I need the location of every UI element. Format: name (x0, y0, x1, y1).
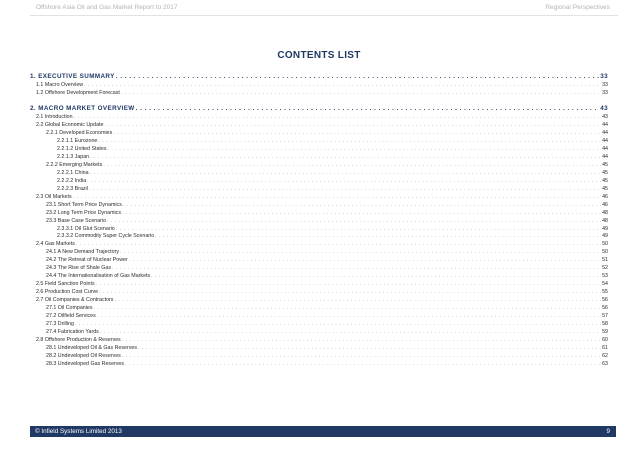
toc-entry-label: 27.1 Oil Companies (46, 305, 93, 312)
dot-leader (96, 281, 601, 289)
toc-entry-page: 63 (602, 360, 608, 367)
toc-entry[interactable] (30, 281, 608, 289)
page-header (0, 0, 638, 22)
toc-entry-label: 2.3.3.2 Commodity Super Cycle Scenario (57, 233, 155, 240)
toc-entry-label: 1.1 Macro Overview (36, 82, 84, 88)
toc-entry-label: 24.4 The Internationalisation of Gas Markets (46, 273, 151, 280)
toc-entry-page: 60 (602, 337, 608, 344)
toc-entry[interactable] (30, 313, 608, 321)
toc-entry-page: 33 (600, 73, 608, 80)
toc-entry[interactable] (30, 202, 608, 210)
toc-entry-page: 45 (602, 169, 608, 176)
toc-entry-label: 23.1 Short Term Price Dynamics (46, 201, 122, 208)
dot-leader (136, 104, 600, 114)
dot-leader (73, 194, 601, 202)
toc-entry-page: 43 (602, 113, 608, 120)
toc-entry[interactable] (30, 249, 608, 257)
toc-entry-label: 2.5 Field Sanction Points (36, 281, 95, 288)
dot-leader (98, 138, 601, 146)
toc-entry-page: 44 (602, 137, 608, 144)
toc-entry-label: 28.3 Undeveloped Gas Reserves (46, 360, 125, 367)
toc-entry-label: 2. MACRO MARKET OVERVIEW (30, 104, 135, 112)
toc-entry[interactable] (30, 353, 608, 361)
dot-leader (76, 241, 601, 249)
section-header: Regional Perspectives (545, 4, 610, 11)
toc-entry[interactable] (30, 233, 608, 241)
toc-entry[interactable] (30, 265, 608, 273)
toc-entry-page: 50 (602, 249, 608, 256)
toc-entry-page: 62 (602, 353, 608, 359)
toc-entry[interactable] (30, 170, 608, 178)
toc-entry-page: 51 (602, 257, 608, 264)
dot-leader (125, 361, 601, 369)
dot-leader (87, 178, 601, 186)
toc-entry-label: 27.4 Fabrication Yards (46, 329, 99, 336)
toc-entry-label: 1.2 Offshore Development Forecast (36, 89, 120, 96)
dot-leader (100, 329, 601, 337)
toc-entry-page: 57 (602, 313, 608, 320)
toc-entry-label: 2.1 Introduction (36, 113, 73, 120)
dot-leader (112, 265, 601, 273)
toc-entry-page: 50 (602, 241, 608, 248)
dot-leader (114, 297, 601, 305)
toc-entry-page: 45 (602, 161, 608, 168)
toc-entry-page: 45 (602, 185, 608, 192)
toc-entry[interactable] (30, 82, 608, 90)
toc-entry[interactable] (30, 122, 608, 130)
toc-entry[interactable] (30, 114, 608, 122)
toc-entry[interactable] (30, 361, 608, 369)
toc-entry-label: 2.2.1 Developed Economies (46, 129, 113, 136)
dot-leader (151, 273, 601, 281)
toc-entry-page: 53 (602, 273, 608, 280)
toc-entry-page: 46 (602, 201, 608, 208)
dot-leader (89, 186, 601, 194)
toc-entry[interactable] (30, 146, 608, 154)
toc-entry-page: 55 (602, 289, 608, 296)
toc-entry-label: 2.7 Oil Companies & Contractors (36, 297, 114, 304)
dot-leader (84, 82, 601, 90)
dot-leader (97, 313, 601, 321)
toc-entry[interactable] (30, 138, 608, 146)
toc-entry-label: 2.2 Global Economic Update (36, 121, 104, 128)
toc-entry[interactable] (30, 329, 608, 337)
toc-entry-label: 24.1 A New Demand Trajectory (46, 249, 120, 256)
toc-entry-label: 2.3 Oil Markets (36, 193, 72, 200)
toc-entry-page: 49 (602, 225, 608, 232)
toc-entry-label: 2.8 Offshore Production & Reserves (36, 337, 121, 344)
dot-leader (103, 162, 601, 170)
toc-entry-label: 23.3 Base Case Scenario (46, 217, 107, 224)
toc-entry-label: 28.1 Undeveloped Oil & Gas Reserves (46, 345, 137, 352)
dot-leader (75, 321, 601, 329)
dot-leader (90, 154, 601, 162)
toc-entry-label: 24.2 The Retreat of Nuclear Power (46, 257, 128, 264)
toc-entry[interactable] (30, 273, 608, 281)
toc-entry-page: 33 (602, 89, 608, 96)
toc-entry-label: 2.3.3.1 Oil Glut Scenario (57, 225, 115, 232)
toc-entry[interactable] (30, 257, 608, 265)
toc-entry[interactable] (30, 305, 608, 313)
dot-leader (120, 249, 601, 257)
toc-entry-page: 61 (602, 345, 608, 352)
header-rule (30, 15, 618, 16)
toc-entry-page: 44 (602, 145, 608, 152)
dot-leader (122, 353, 601, 361)
dot-leader (74, 114, 602, 122)
dot-leader (129, 257, 601, 265)
toc-entry-page: 56 (602, 305, 608, 312)
toc-section-executive-summary[interactable] (30, 72, 608, 82)
toc-entry-label: 24.3 The Rise of Shale Gas (46, 265, 111, 272)
toc-entry-page: 44 (602, 121, 608, 128)
toc-entry[interactable] (30, 154, 608, 162)
toc-entry-label: 2.2.2 Emerging Markets (46, 161, 103, 168)
dot-leader (99, 289, 601, 297)
table-of-contents (30, 72, 608, 369)
toc-entry[interactable] (30, 130, 608, 138)
dot-leader (122, 337, 601, 345)
toc-entry[interactable] (30, 218, 608, 226)
dot-leader (123, 202, 601, 210)
toc-entry-label: 28.2 Undeveloped Oil Reserves (46, 353, 121, 359)
toc-entry-page: 44 (602, 129, 608, 136)
dot-leader (155, 233, 601, 241)
toc-entry-label: 2.2.1.1 Eurozone (57, 137, 98, 144)
toc-entry-page: 44 (602, 153, 608, 160)
dot-leader (122, 210, 601, 218)
toc-entry[interactable] (30, 289, 608, 297)
toc-entry-page: 56 (602, 297, 608, 304)
toc-entry[interactable] (30, 337, 608, 345)
toc-entry[interactable] (30, 241, 608, 249)
toc-entry[interactable] (30, 297, 608, 305)
toc-entry-page: 48 (602, 209, 608, 216)
dot-leader (107, 218, 601, 226)
toc-entry-label: 2.6 Production Cost Curve (36, 289, 99, 296)
toc-entry-page: 49 (602, 233, 608, 240)
toc-entry-page: 54 (602, 281, 608, 288)
toc-entry-page: 33 (602, 82, 608, 88)
toc-entry-label: 2.2.2.2 India (57, 177, 87, 184)
report-title-header: Offshore Asia Oil and Gas Market Report to 2017 (36, 4, 178, 11)
toc-section-macro-market-overview[interactable] (30, 104, 608, 114)
dot-leader (121, 90, 601, 98)
toc-entry[interactable] (30, 162, 608, 170)
toc-entry[interactable] (30, 90, 608, 98)
toc-entry-page: 58 (602, 321, 608, 328)
toc-entry-page: 43 (600, 104, 608, 112)
toc-entry-page: 46 (602, 193, 608, 200)
dot-leader (104, 122, 601, 130)
dot-leader (107, 146, 601, 154)
dot-leader (116, 226, 601, 234)
toc-entry[interactable] (30, 321, 608, 329)
toc-entry[interactable] (30, 210, 608, 218)
copyright-text: © Infield Systems Limited 2013 (35, 428, 122, 435)
dot-leader (116, 72, 599, 82)
dot-leader (94, 305, 602, 313)
page-number: 9 (606, 428, 610, 435)
toc-entry-label: 27.3 Drilling (46, 321, 74, 328)
toc-entry[interactable] (30, 345, 608, 353)
page-footer (30, 426, 616, 437)
toc-entry-page: 52 (602, 265, 608, 272)
toc-entry-label: 2.2.2.1 China (57, 169, 89, 176)
dot-leader (113, 130, 601, 138)
toc-entry-label: 2.2.1.2 United States (57, 145, 107, 152)
page-title: CONTENTS LIST (277, 50, 361, 61)
dot-leader (90, 170, 602, 178)
toc-entry-label: 2.4 Gas Markets (36, 241, 75, 248)
toc-entry-label: 2.2.1.3 Japan (57, 153, 90, 160)
toc-entry[interactable] (30, 186, 608, 194)
toc-entry-page: 59 (602, 329, 608, 336)
toc-entry[interactable] (30, 226, 608, 234)
toc-entry-page: 48 (602, 217, 608, 224)
toc-entry-label: 23.2 Long Term Price Dynamics (46, 209, 121, 216)
toc-entry[interactable] (30, 194, 608, 202)
toc-entry-label: 1. EXECUTIVE SUMMARY (30, 73, 115, 80)
toc-entry-page: 45 (602, 177, 608, 184)
toc-entry-label: 27.2 Oilfield Services (46, 313, 96, 320)
dot-leader (138, 345, 601, 353)
toc-entry[interactable] (30, 178, 608, 186)
toc-entry-label: 2.2.2.3 Brazil (57, 185, 88, 192)
